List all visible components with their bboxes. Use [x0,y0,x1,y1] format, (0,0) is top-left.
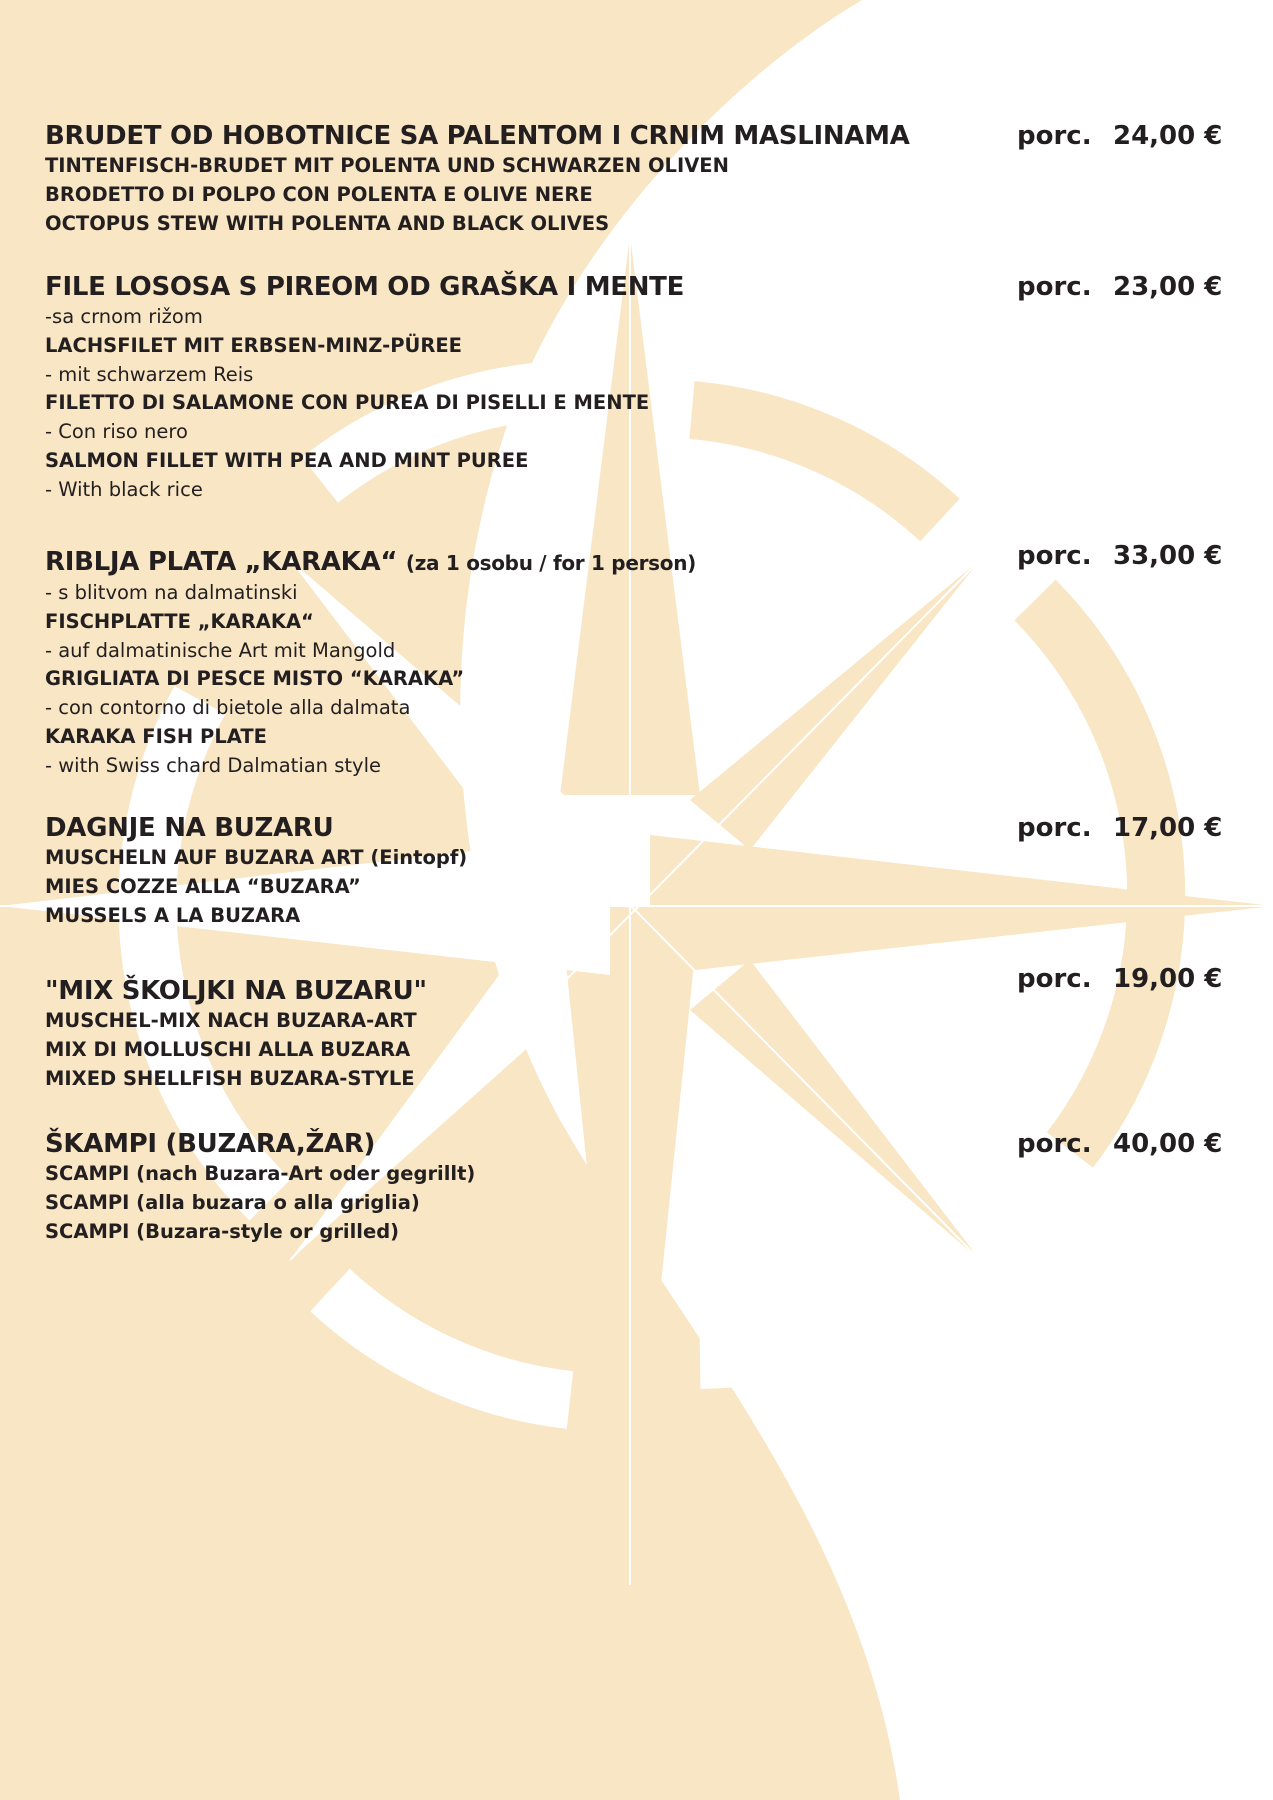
dish-translation: SCAMPI (alla buzara o alla griglia) [45,1190,420,1214]
portion-label: porc. [1017,1129,1092,1159]
dish-translation: SCAMPI (nach Buzara-Art oder gegrillt) [45,1162,476,1185]
dish-translation: FISCHPLATTE „KARAKA“ [45,609,314,633]
dish-title-note: (za 1 osobu / for 1 person) [405,551,696,575]
dish-note: - With black rice [45,477,203,501]
dish-note: - Con riso nero [45,420,188,444]
dish-title-text: RIBLJA PLATA „KARAKA“ [45,547,398,577]
dish-translation: MUSCHELN AUF BUZARA ART (Eintopf) [45,846,468,869]
menu-item [45,1128,1223,1246]
portion-label: porc. [1017,813,1092,843]
menu-item [45,120,1223,238]
portion-label: porc. [1017,541,1092,571]
dish-price: 40,00 € [1113,1129,1223,1159]
dish-note: -sa crnom rižom [45,305,203,328]
menu-item [45,271,1223,505]
dish-translation: MUSCHEL-MIX NACH BUZARA-ART [45,1009,417,1032]
dish-translation: TINTENFISCH-BRUDET MIT POLENTA UND SCHWARZEN OLIVEN [45,154,729,177]
dish-translation: SALMON FILLET WITH PEA AND MINT PUREE [45,448,529,472]
dish-note: - con contorno di bietole alla dalmata [45,696,411,720]
dish-note: - mit schwarzem Reis [45,362,254,386]
dish-translation: BRODETTO DI POLPO CON POLENTA E OLIVE NERE [45,182,593,206]
dish-translation: OCTOPUS STEW WITH POLENTA AND BLACK OLIVES [45,211,610,235]
portion-label: porc. [1017,272,1092,302]
dish-translation: SCAMPI (Buzara-style or grilled) [45,1219,400,1243]
dish-translation: MIES COZZE ALLA “BUZARA” [45,874,361,898]
dish-price: 17,00 € [1113,813,1223,843]
dish-title: BRUDET OD HOBOTNICE SA PALENTOM I CRNIM MASLINAMA [45,121,910,151]
menu-item [45,541,1223,781]
dish-translation: MIX DI MOLLUSCHI ALLA BUZARA [45,1037,411,1061]
portion-label: porc. [1017,964,1092,994]
dish-note: - with Swiss chard Dalmatian style [45,753,382,777]
dish-price: 33,00 € [1113,541,1223,571]
dish-title: ŠKAMPI (BUZARA,ŽAR) [45,1129,376,1159]
dish-title: FILE LOSOSA S PIREOM OD GRAŠKA I MENTE [45,272,685,302]
dish-translation: GRIGLIATA DI PESCE MISTO “KARAKA” [45,667,465,691]
dish-price: 24,00 € [1113,121,1223,151]
dish-note: - s blitvom na dalmatinski [45,581,298,604]
dish-translation: LACHSFILET MIT ERBSEN-MINZ-PÜREE [45,333,462,357]
dish-title: DAGNJE NA BUZARU [45,813,334,843]
dish-price: 23,00 € [1113,272,1223,302]
dish-translation: KARAKA FISH PLATE [45,724,267,748]
menu-item [45,964,1223,1093]
dish-price: 19,00 € [1113,964,1223,994]
dish-translation: MUSSELS A LA BUZARA [45,903,301,927]
dish-translation: MIXED SHELLFISH BUZARA-STYLE [45,1066,415,1090]
dish-title: "MIX ŠKOLJKI NA BUZARU" [45,976,427,1006]
dish-note: - auf dalmatinische Art mit Mangold [45,638,396,662]
menu-item [45,812,1223,930]
dish-translation: FILETTO DI SALAMONE CON PUREA DI PISELLI E MENTE [45,391,650,415]
portion-label: porc. [1017,121,1092,151]
